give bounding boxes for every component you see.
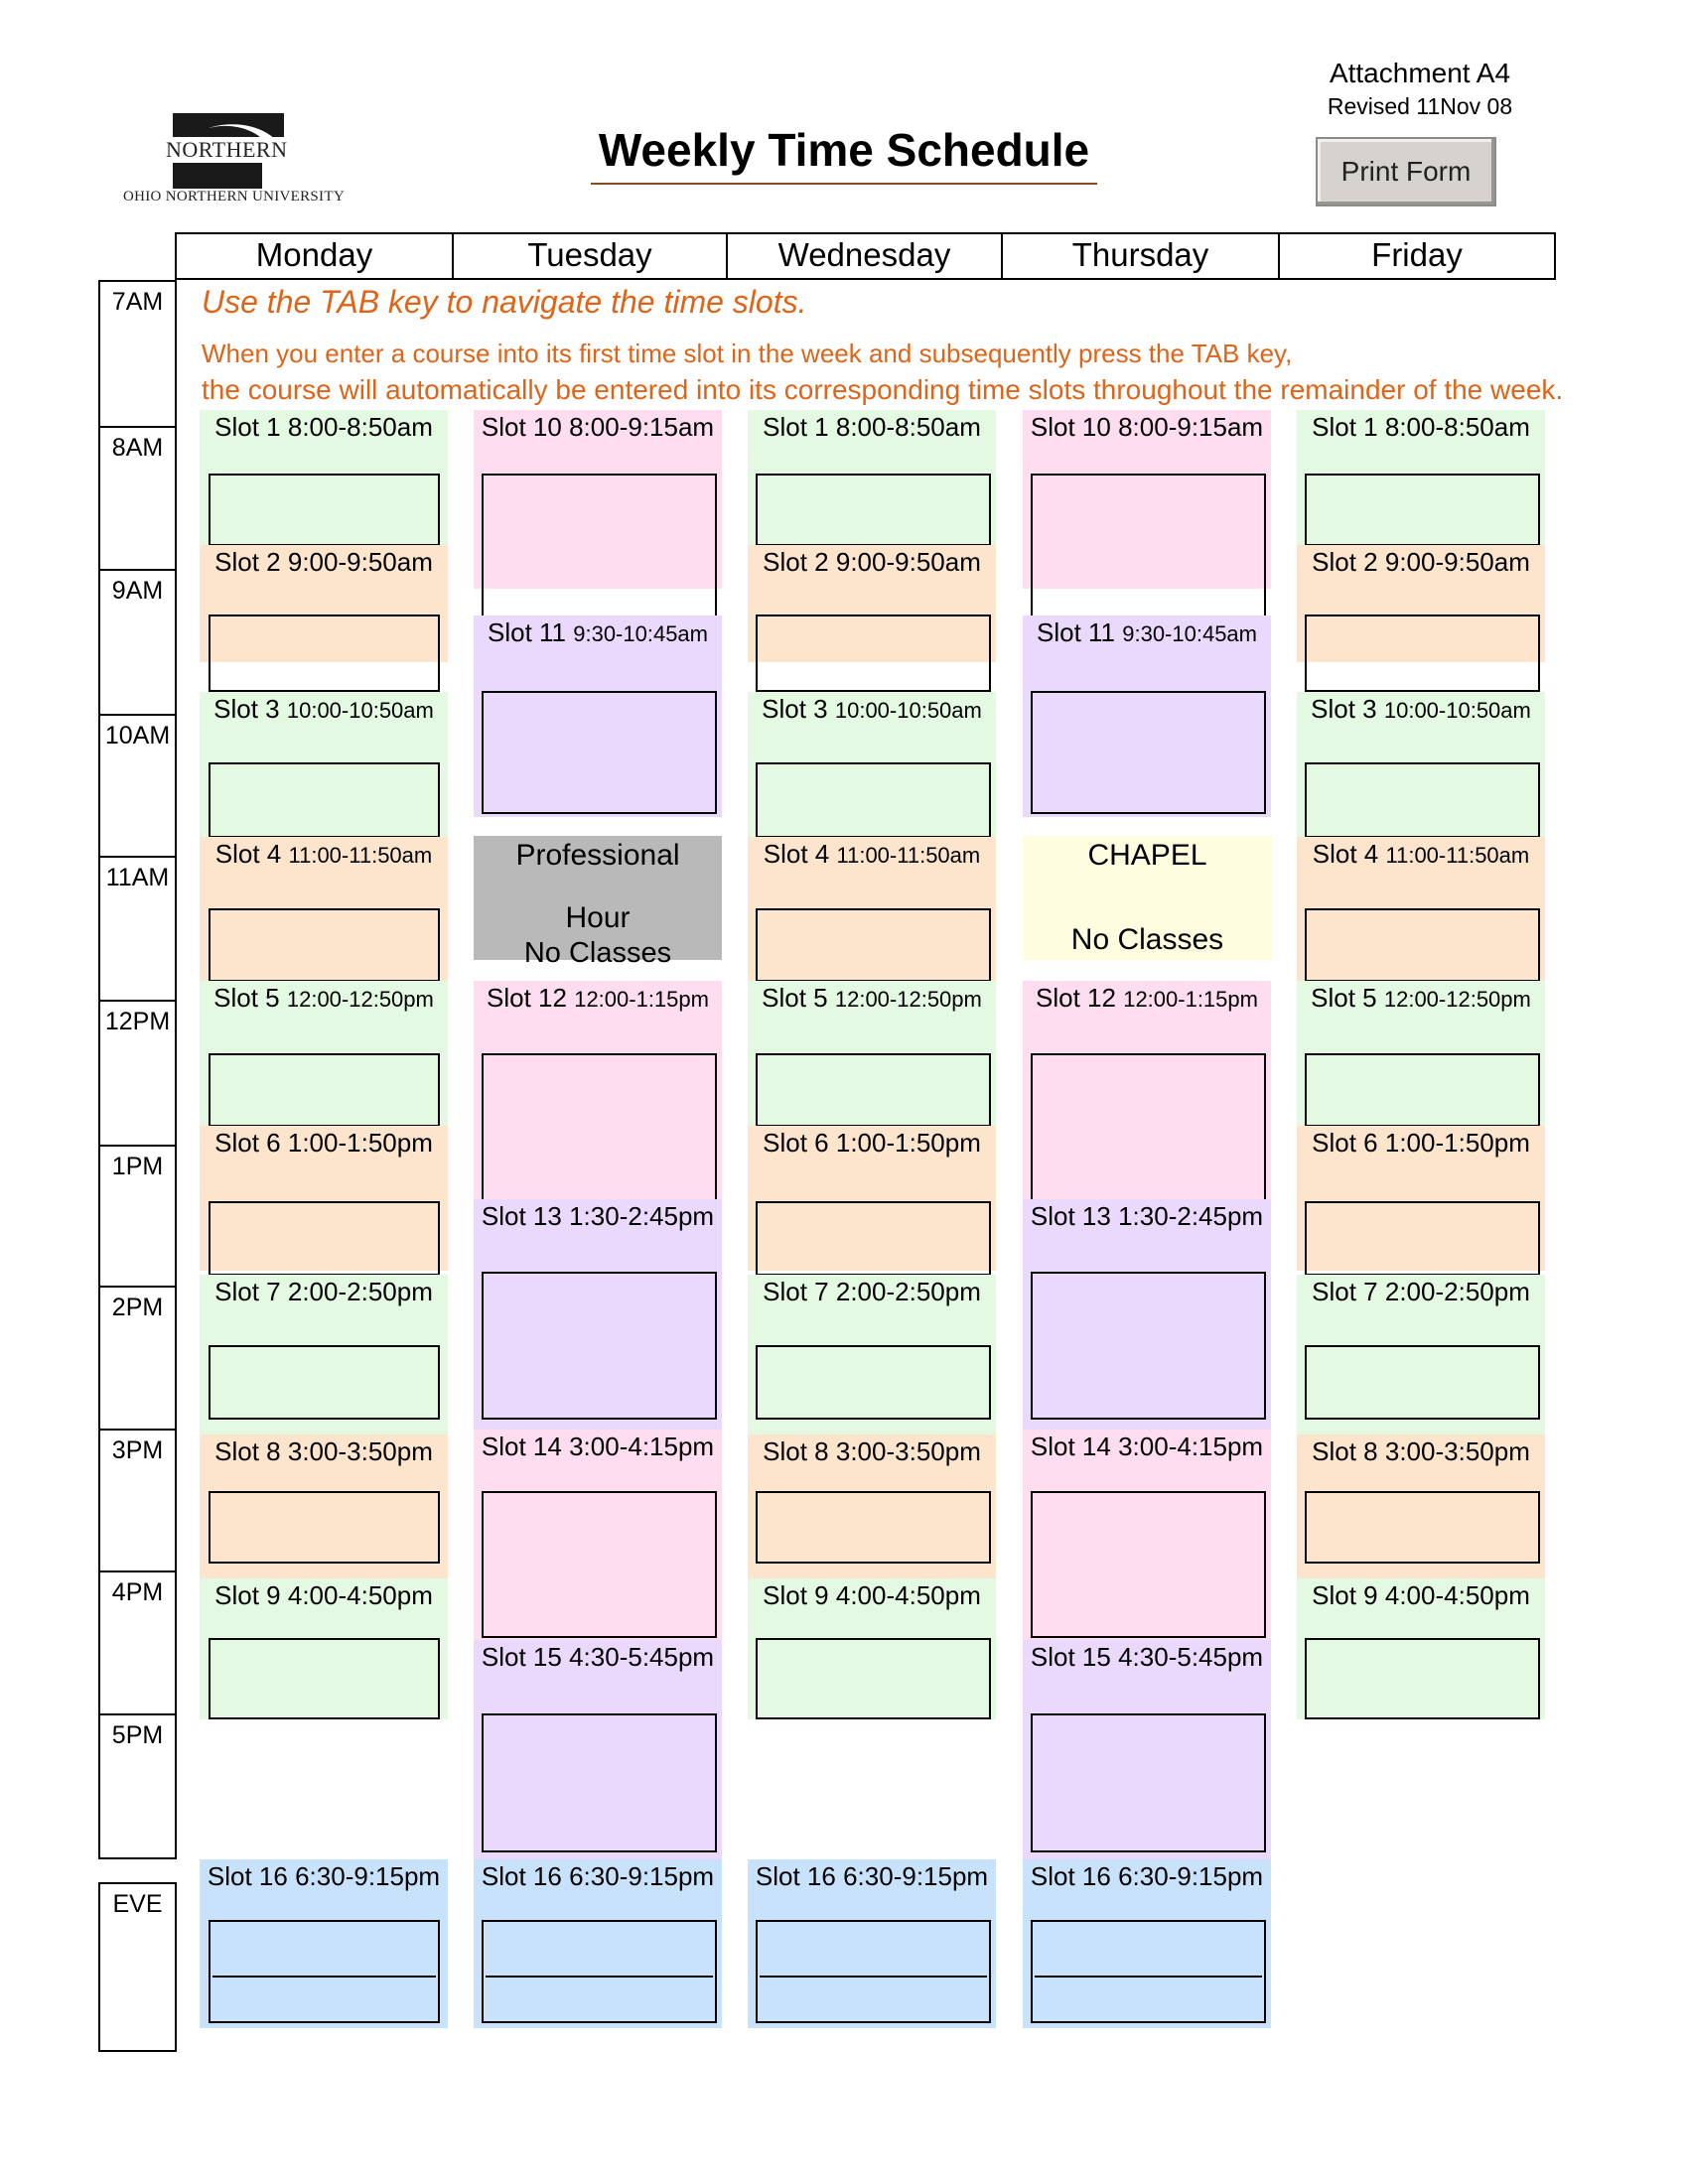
slot-number: Slot 13: [481, 1201, 562, 1231]
slot-time: 4:30-5:45pm: [1118, 1642, 1264, 1672]
slot-2-friday-course-input[interactable]: [1305, 614, 1540, 692]
time-4pm: 4PM: [98, 1570, 177, 1715]
slot-label: [1023, 1861, 1271, 1892]
day-header-thursday: Thursday: [1001, 232, 1280, 280]
slot-time: 9:00-9:50am: [835, 547, 981, 577]
slot-number: Slot 15: [1030, 1642, 1111, 1672]
slot-label: [748, 694, 996, 725]
time-2pm: 2PM: [98, 1286, 177, 1431]
slot-6-monday-course-input[interactable]: [209, 1201, 440, 1276]
slot-number: Slot 8: [1312, 1436, 1378, 1466]
slot-time: 9:30-10:45am: [573, 621, 708, 646]
slot-time: 9:00-9:50am: [287, 547, 433, 577]
slot-label: [474, 1432, 722, 1462]
slot-label: [1297, 412, 1545, 443]
slot-label: [748, 1580, 996, 1611]
time-eve: EVE: [98, 1882, 177, 2052]
slot-4-friday-course-input[interactable]: [1305, 908, 1540, 982]
slot-number: Slot 7: [214, 1277, 281, 1306]
slot-number: Slot 11: [487, 617, 566, 647]
instruction-line-1: When you enter a course into its first time slot in the week and subsequently press the TAB key,: [202, 339, 1293, 368]
slot-number: Slot 7: [1312, 1277, 1378, 1306]
slot-13-tuesday-course-input[interactable]: [482, 1272, 717, 1420]
slot-7-monday-course-input[interactable]: [209, 1345, 440, 1420]
slot-input-divider: [486, 1976, 713, 1978]
slot-number: Slot 9: [214, 1580, 281, 1610]
slot-label: [200, 1128, 448, 1159]
time-12pm: 12PM: [98, 1000, 177, 1147]
slot-time: 2:00-2:50pm: [287, 1277, 433, 1306]
slot-label: [1023, 983, 1271, 1014]
slot-input-divider: [760, 1976, 987, 1978]
instruction-line-2: the course will automatically be entered into its corresponding time slots throughout the remainder of the week.: [202, 374, 1564, 405]
time-10am: 10AM: [98, 714, 177, 858]
slot-number: Slot 13: [1030, 1201, 1111, 1231]
slot-time: 6:30-9:15pm: [569, 1861, 715, 1891]
slot-time: 6:30-9:15pm: [295, 1861, 441, 1891]
slot-number: Slot 12: [1036, 983, 1116, 1013]
slot-number: Slot 9: [1312, 1580, 1378, 1610]
slot-label: [748, 1861, 996, 1892]
slot-time: 3:00-3:50pm: [287, 1436, 433, 1466]
slot-10-tuesday-course-input[interactable]: [482, 474, 717, 617]
chapel-line1: CHAPEL: [1087, 839, 1207, 872]
slot-label: [1297, 694, 1545, 725]
instruction-tab-key: Use the TAB key to navigate the time slots.: [202, 284, 807, 320]
slot-number: Slot 16: [755, 1861, 836, 1891]
slot-time: 11:00-11:50am: [1385, 843, 1530, 868]
slot-label: [474, 983, 722, 1014]
slot-label: [1297, 547, 1545, 578]
slot-number: Slot 4: [1312, 839, 1379, 869]
slot-12-tuesday-course-input[interactable]: [482, 1053, 717, 1201]
slot-9-friday-course-input[interactable]: [1305, 1638, 1540, 1719]
slot-14-tuesday-course-input[interactable]: [482, 1491, 717, 1638]
slot-time: 2:00-2:50pm: [1384, 1277, 1530, 1306]
time-1pm: 1PM: [98, 1145, 177, 1288]
slot-number: Slot 3: [1311, 694, 1377, 724]
slot-11-thursday-course-input[interactable]: [1031, 691, 1266, 814]
slot-time: 8:00-9:15am: [1118, 412, 1264, 442]
slot-number: Slot 2: [214, 547, 281, 577]
slot-1-wednesday-course-input[interactable]: [756, 474, 991, 546]
slot-6-wednesday-course-input[interactable]: [756, 1201, 991, 1276]
slot-9-monday-course-input[interactable]: [209, 1638, 440, 1719]
time-3pm: 3PM: [98, 1429, 177, 1572]
slot-number: Slot 6: [1312, 1128, 1378, 1158]
slot-time: 4:00-4:50pm: [287, 1580, 433, 1610]
slot-5-friday-course-input[interactable]: [1305, 1053, 1540, 1127]
slot-label: [748, 1277, 996, 1307]
slot-time: 4:00-4:50pm: [835, 1580, 981, 1610]
slot-time: 10:00-10:50am: [834, 698, 982, 723]
slot-number: Slot 1: [1312, 412, 1378, 442]
slot-2-wednesday-course-input[interactable]: [756, 614, 991, 692]
slot-number: Slot 7: [763, 1277, 829, 1306]
time-9am: 9AM: [98, 569, 177, 716]
slot-number: Slot 5: [762, 983, 828, 1013]
slot-number: Slot 12: [487, 983, 567, 1013]
slot-number: Slot 3: [213, 694, 280, 724]
slot-label: [1297, 1277, 1545, 1307]
attachment-label: Attachment A4: [1329, 58, 1511, 88]
slot-number: Slot 6: [763, 1128, 829, 1158]
slot-number: Slot 3: [762, 694, 828, 724]
slot-8-wednesday-course-input[interactable]: [756, 1491, 991, 1564]
slot-number: Slot 16: [207, 1861, 288, 1891]
slot-label: [748, 839, 996, 870]
slot-7-wednesday-course-input[interactable]: [756, 1345, 991, 1420]
time-5pm: 5PM: [98, 1713, 177, 1859]
day-header-friday: Friday: [1278, 232, 1556, 280]
slot-time: 4:30-5:45pm: [569, 1642, 715, 1672]
slot-time: 9:30-10:45am: [1122, 621, 1257, 646]
slot-number: Slot 16: [481, 1861, 562, 1891]
professional-hour-line1: Professional: [515, 839, 680, 872]
slot-input-divider: [212, 1976, 436, 1978]
slot-number: Slot 8: [763, 1436, 829, 1466]
slot-6-friday-course-input[interactable]: [1305, 1201, 1540, 1276]
slot-time: 3:00-3:50pm: [835, 1436, 981, 1466]
slot-label: [474, 412, 722, 443]
professional-hour-line3: No Classes: [523, 937, 672, 969]
slot-16-monday-course-input[interactable]: [209, 1920, 440, 2023]
slot-14-thursday-course-input[interactable]: [1031, 1491, 1266, 1638]
slot-number: Slot 8: [214, 1436, 281, 1466]
slot-time: 12:00-1:15pm: [1123, 987, 1258, 1012]
slot-label: [748, 1128, 996, 1159]
slot-2-monday-course-input[interactable]: [209, 614, 440, 692]
slot-8-friday-course-input[interactable]: [1305, 1491, 1540, 1564]
slot-time: 11:00-11:50am: [288, 843, 433, 868]
slot-time: 4:00-4:50pm: [1384, 1580, 1530, 1610]
slot-label: [1023, 412, 1271, 443]
slot-15-tuesday-course-input[interactable]: [482, 1713, 717, 1852]
slot-label: [474, 1642, 722, 1673]
slot-label: [1297, 1580, 1545, 1611]
slot-number: Slot 2: [1312, 547, 1378, 577]
day-header-tuesday: Tuesday: [452, 232, 728, 280]
slot-number: Slot 14: [481, 1432, 562, 1461]
slot-time: 1:00-1:50pm: [835, 1128, 981, 1158]
slot-number: Slot 15: [481, 1642, 562, 1672]
slot-16-thursday-course-input[interactable]: [1031, 1920, 1266, 2023]
slot-9-wednesday-course-input[interactable]: [756, 1638, 991, 1719]
slot-label: [748, 1436, 996, 1467]
slot-16-tuesday-course-input[interactable]: [482, 1920, 717, 2023]
slot-label: [1297, 839, 1545, 870]
slot-number: Slot 10: [1030, 412, 1111, 442]
logo-university-name: OHIO NORTHERN UNIVERSITY: [123, 189, 345, 205]
slot-time: 12:00-1:15pm: [574, 987, 709, 1012]
slot-3-monday-course-input[interactable]: [209, 762, 440, 838]
slot-time: 6:30-9:15pm: [1118, 1861, 1264, 1891]
slot-label: [200, 547, 448, 578]
slot-label: [1297, 983, 1545, 1014]
slot-label: [748, 547, 996, 578]
slot-time: 11:00-11:50am: [836, 843, 981, 868]
slot-number: Slot 4: [214, 839, 282, 869]
slot-3-wednesday-course-input[interactable]: [756, 762, 991, 838]
slot-11-tuesday-course-input[interactable]: [482, 691, 717, 814]
slot-label: [200, 1861, 448, 1892]
slot-5-wednesday-course-input[interactable]: [756, 1053, 991, 1127]
slot-number: Slot 6: [214, 1128, 281, 1158]
slot-13-thursday-course-input[interactable]: [1031, 1272, 1266, 1420]
slot-label: [1023, 1642, 1271, 1673]
slot-4-wednesday-course-input[interactable]: [756, 908, 991, 982]
slot-12-thursday-course-input[interactable]: [1031, 1053, 1266, 1201]
slot-time: 1:00-1:50pm: [1384, 1128, 1530, 1158]
slot-time: 10:00-10:50am: [286, 698, 434, 723]
slot-time: 8:00-8:50am: [1384, 412, 1530, 442]
slot-10-thursday-course-input[interactable]: [1031, 474, 1266, 617]
slot-label: [1297, 1436, 1545, 1467]
slot-time: 1:00-1:50pm: [287, 1128, 433, 1158]
slot-3-friday-course-input[interactable]: [1305, 762, 1540, 838]
slot-label: [200, 839, 448, 870]
professional-hour-block: [474, 836, 722, 969]
slot-7-friday-course-input[interactable]: [1305, 1345, 1540, 1420]
slot-label: [200, 983, 448, 1014]
slot-label: [1023, 1432, 1271, 1462]
slot-number: Slot 5: [1311, 983, 1377, 1013]
slot-time: 9:00-9:50am: [1384, 547, 1530, 577]
slot-time: 3:00-4:15pm: [569, 1432, 715, 1461]
slot-label: [474, 617, 722, 648]
slot-8-monday-course-input[interactable]: [209, 1491, 440, 1564]
day-header-wednesday: Wednesday: [726, 232, 1003, 280]
slot-number: Slot 4: [763, 839, 830, 869]
slot-5-monday-course-input[interactable]: [209, 1053, 440, 1127]
slot-label: [200, 1580, 448, 1611]
slot-label: [200, 1277, 448, 1307]
slot-time: 12:00-12:50pm: [1383, 987, 1531, 1012]
professional-hour-line2: Hour: [565, 901, 631, 934]
logo-wordmark: NORTHERN: [166, 137, 288, 162]
slot-1-friday-course-input[interactable]: [1305, 474, 1540, 546]
slot-label: [474, 1861, 722, 1892]
time-7am: 7AM: [98, 280, 177, 428]
slot-time: 3:00-3:50pm: [1384, 1436, 1530, 1466]
slot-time: 8:00-8:50am: [287, 412, 433, 442]
slot-label: [1023, 617, 1271, 648]
slot-label: [1023, 1201, 1271, 1232]
slot-number: Slot 10: [481, 412, 562, 442]
slot-time: 8:00-8:50am: [835, 412, 981, 442]
slot-time: 12:00-12:50pm: [286, 987, 434, 1012]
time-8am: 8AM: [98, 426, 177, 571]
slot-number: Slot 1: [763, 412, 829, 442]
slot-15-thursday-course-input[interactable]: [1031, 1713, 1266, 1852]
slot-label: [748, 412, 996, 443]
slot-time: 1:30-2:45pm: [1118, 1201, 1264, 1231]
slot-number: Slot 1: [214, 412, 281, 442]
slot-time: 2:00-2:50pm: [835, 1277, 981, 1306]
slot-label: [200, 694, 448, 725]
slot-time: 10:00-10:50am: [1383, 698, 1531, 723]
university-logo: [119, 107, 348, 210]
slot-number: Slot 11: [1036, 617, 1115, 647]
slot-number: Slot 16: [1030, 1861, 1111, 1891]
slot-time: 3:00-4:15pm: [1118, 1432, 1264, 1461]
slot-1-monday-course-input[interactable]: [209, 474, 440, 546]
print-form-button[interactable]: Print Form: [1316, 137, 1496, 206]
slot-label: [200, 1436, 448, 1467]
slot-number: Slot 9: [763, 1580, 829, 1610]
slot-time: 6:30-9:15pm: [843, 1861, 989, 1891]
revised-date: Revised 11Nov 08: [1327, 93, 1513, 119]
slot-number: Slot 14: [1030, 1432, 1111, 1461]
slot-time: 8:00-9:15am: [569, 412, 715, 442]
slot-number: Slot 5: [213, 983, 280, 1013]
slot-time: 1:30-2:45pm: [569, 1201, 715, 1231]
page-title: Weekly Time Schedule: [591, 123, 1097, 185]
slot-time: 12:00-12:50pm: [834, 987, 982, 1012]
slot-label: [200, 412, 448, 443]
slot-4-monday-course-input[interactable]: [209, 908, 440, 982]
slot-16-wednesday-course-input[interactable]: [756, 1920, 991, 2023]
slot-label: [474, 1201, 722, 1232]
chapel-line2: No Classes: [1070, 923, 1224, 956]
day-header-monday: Monday: [175, 232, 454, 280]
slot-input-divider: [1035, 1976, 1262, 1978]
slot-label: [748, 983, 996, 1014]
slot-number: Slot 2: [763, 547, 829, 577]
chapel-block: [1023, 836, 1272, 960]
time-11am: 11AM: [98, 856, 177, 1002]
slot-label: [1297, 1128, 1545, 1159]
